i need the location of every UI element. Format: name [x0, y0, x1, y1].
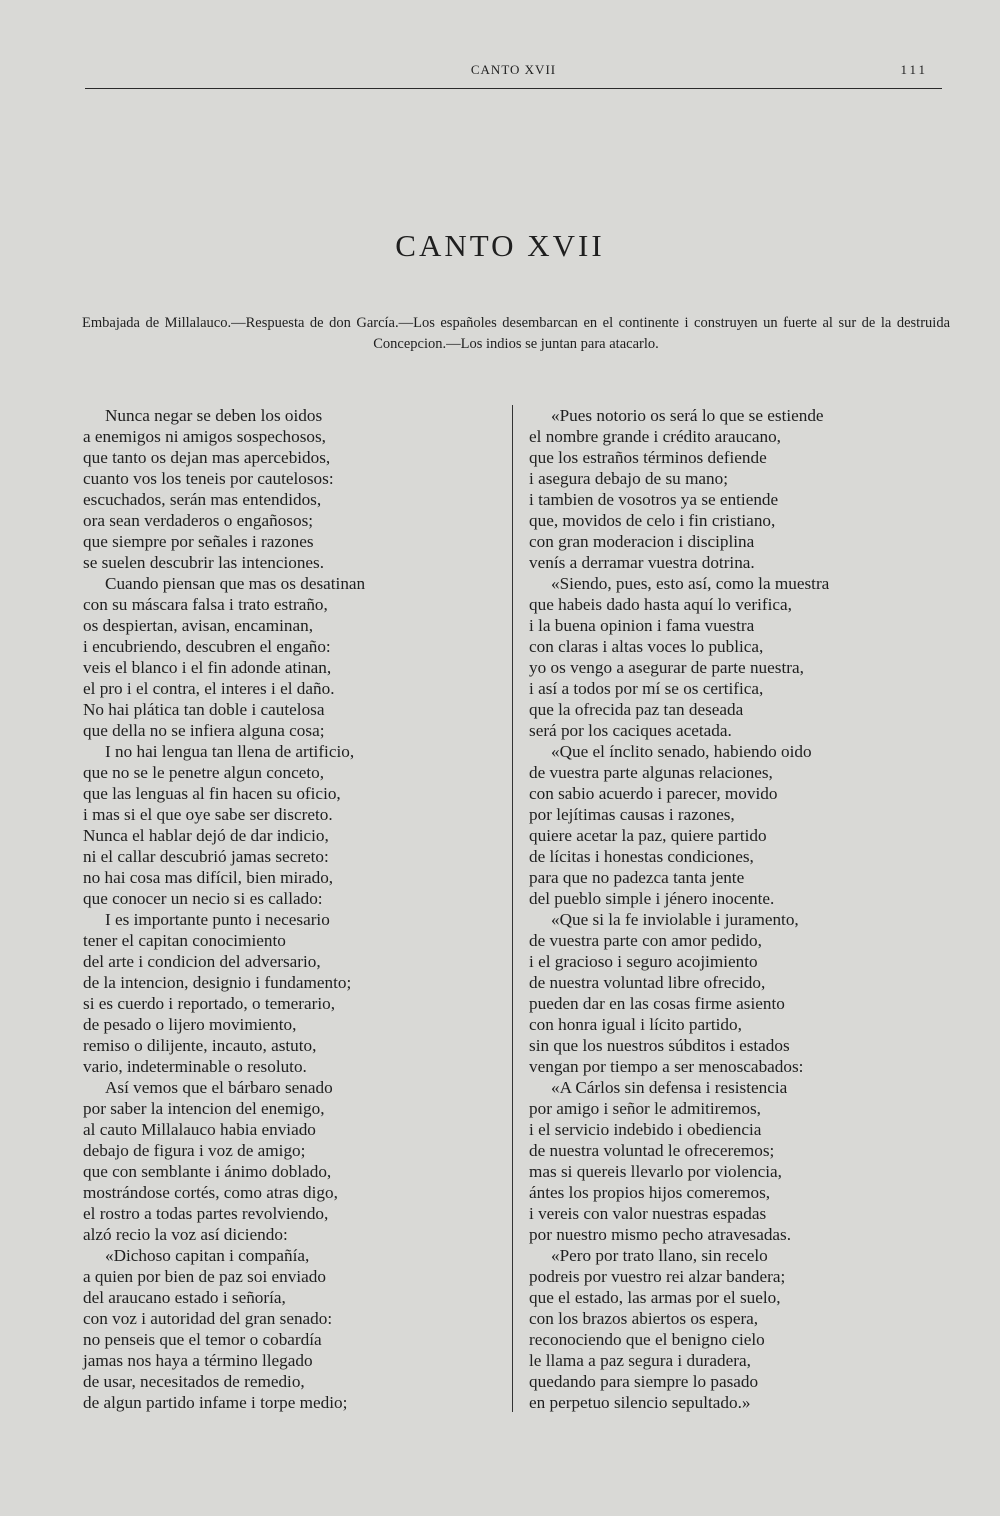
left-column	[83, 405, 493, 1413]
verse-line: que habeis dado hasta aquí lo verifica,	[529, 595, 792, 614]
verse-line: le llama a paz segura i duradera,	[529, 1351, 751, 1370]
verse-line: que conocer un necio si es callado:	[83, 889, 323, 908]
verse-line: pueden dar en las cosas firme asiento	[529, 994, 785, 1013]
verse-line: el rostro a todas partes revolviendo,	[83, 1204, 329, 1223]
verse-line: se suelen descubrir las intenciones.	[83, 553, 325, 572]
verse-line: con los brazos abiertos os espera,	[529, 1309, 759, 1328]
verse-line: remiso o dilijente, incauto, astuto,	[83, 1036, 317, 1055]
verse-line: que los estraños términos defiende	[529, 448, 767, 467]
verse-line: mostrándose cortés, como atras digo,	[83, 1183, 338, 1202]
verse-line: con claras i altas voces lo publica,	[529, 637, 764, 656]
verse-line: de vuestra parte algunas relaciones,	[529, 763, 773, 782]
verse-line: venís a derramar vuestra dotrina.	[529, 553, 755, 572]
verse-line: de usar, necesitados de remedio,	[83, 1372, 305, 1391]
verse-line: a enemigos ni amigos sospechosos,	[83, 427, 326, 446]
verse-line: «Pero por trato llano, sin recelo	[551, 1246, 768, 1265]
verse-line: «Siendo, pues, esto así, como la muestra	[551, 574, 830, 593]
verse-line: que siempre por señales i razones	[83, 532, 314, 551]
verse-line: que della no se infiera alguna cosa;	[83, 721, 325, 740]
verse-line: quedando para siempre lo pasado	[529, 1372, 759, 1391]
verse-line: i el gracioso i seguro acojimiento	[529, 952, 758, 971]
verse-line: de nuestra voluntad libre ofrecido,	[529, 973, 766, 992]
verse-line: No hai plática tan doble i cautelosa	[83, 700, 325, 719]
verse-line: ni el callar descubrió jamas secreto:	[83, 847, 329, 866]
verse-line: os despiertan, avisan, encaminan,	[83, 616, 314, 635]
verse-line: Cuando piensan que mas os desatinan	[105, 574, 366, 593]
verse-line: i encubriendo, descubren el engaño:	[83, 637, 331, 656]
verse-line: de algun partido infame i torpe medio;	[83, 1393, 348, 1412]
verse-line: ora sean verdaderos o engañosos;	[83, 511, 314, 530]
verse-line: que las lenguas al fin hacen su oficio,	[83, 784, 341, 803]
canto-argument: Embajada de Millalauco.—Respuesta de don García.—Los españoles desembarcan en el continente i construyen un fuerte al sur de la destruida Concepcion.—Los indios se juntan para atacarlo.	[82, 315, 950, 352]
canto-title: CANTO XVII	[395, 228, 605, 263]
verse-line: cuanto vos los teneis por cautelosos:	[83, 469, 334, 488]
verse-line: i tambien de vosotros ya se entiende	[529, 490, 779, 509]
right-column	[529, 405, 949, 1413]
verse-line: por amigo i señor le admitiremos,	[529, 1099, 761, 1118]
verse-line: podreis por vuestro rei alzar bandera;	[529, 1267, 786, 1286]
verse-line: por nuestro mismo pecho atravesadas.	[529, 1225, 792, 1244]
verse-line: I no hai lengua tan llena de artificio,	[105, 742, 355, 761]
verse-line: por saber la intencion del enemigo,	[83, 1099, 325, 1118]
verse-line: ántes los propios hijos comeremos,	[529, 1183, 771, 1202]
verse-line: «Que si la fe inviolable i juramento,	[551, 910, 799, 929]
verse-line: del pueblo simple i jénero inocente.	[529, 889, 775, 908]
verse-line: con gran moderacion i disciplina	[529, 532, 755, 551]
column-divider	[512, 405, 513, 1412]
verse-line: de nuestra voluntad le ofreceremos;	[529, 1141, 775, 1160]
verse-line: de lícitas i honestas condiciones,	[529, 847, 754, 866]
verse-line: que el estado, las armas por el suelo,	[529, 1288, 781, 1307]
verse-line: será por los caciques acetada.	[529, 721, 732, 740]
verse-line: para que no padezca tanta jente	[529, 868, 745, 887]
verse-line: i la buena opinion i fama vuestra	[529, 616, 755, 635]
verse-line: quiere acetar la paz, quiere partido	[529, 826, 767, 845]
verse-line: de pesado o lijero movimiento,	[83, 1015, 297, 1034]
verse-line: i así a todos por mí se os certifica,	[529, 679, 764, 698]
verse-line: alzó recio la voz así diciendo:	[83, 1225, 288, 1244]
verse-line: i el servicio indebido i obediencia	[529, 1120, 762, 1139]
verse-line: jamas nos haya a término llegado	[83, 1351, 313, 1370]
running-head	[85, 62, 942, 84]
verse-line: si es cuerdo i reportado, o temerario,	[83, 994, 335, 1013]
verse-line: i mas si el que oye sabe ser discreto.	[83, 805, 333, 824]
verse-line: Nunca el hablar dejó de dar indicio,	[83, 826, 329, 845]
verse-line: de la intencion, designio i fundamento;	[83, 973, 352, 992]
verse-line: que tanto os dejan mas apercebidos,	[83, 448, 331, 467]
verse-line: del arte i condicion del adversario,	[83, 952, 321, 971]
running-title: CANTO XVII	[470, 62, 557, 77]
verse-line: mas si quereis llevarlo por violencia,	[529, 1162, 782, 1181]
verse-line: a quien por bien de paz soi enviado	[83, 1267, 326, 1286]
verse-line: i asegura debajo de su mano;	[529, 469, 729, 488]
verse-line: veis el blanco i el fin adonde atinan,	[83, 658, 332, 677]
verse-line: por lejítimas causas i razones,	[529, 805, 735, 824]
verse-line: con su máscara falsa i trato estraño,	[83, 595, 328, 614]
verse-line: no hai cosa mas difícil, bien mirado,	[83, 868, 334, 887]
verse-line: Así vemos que el bárbaro senado	[105, 1078, 333, 1097]
verse-line: debajo de figura i voz de amigo;	[83, 1141, 306, 1160]
verse-line: yo os vengo a asegurar de parte nuestra,	[529, 658, 804, 677]
verse-line: de vuestra parte con amor pedido,	[529, 931, 762, 950]
verse-line: vengan por tiempo a ser menoscabados:	[529, 1057, 804, 1076]
verse-line: en perpetuo silencio sepultado.»	[529, 1393, 751, 1412]
verse-line: vario, indeterminable o resoluto.	[83, 1057, 307, 1076]
verse-line: del araucano estado i señoría,	[83, 1288, 286, 1307]
verse-line: que, movidos de celo i fin cristiano,	[529, 511, 776, 530]
verse-line: al cauto Millalauco habia enviado	[83, 1120, 316, 1139]
header-rule	[85, 88, 942, 89]
verse-line: escuchados, serán mas entendidos,	[83, 490, 322, 509]
verse-line: tener el capitan conocimiento	[83, 931, 286, 950]
verse-line: Nunca negar se deben los oidos	[105, 406, 323, 425]
verse-line: con sabio acuerdo i parecer, movido	[529, 784, 778, 803]
verse-line: con voz i autoridad del gran senado:	[83, 1309, 333, 1328]
verse-line: «Que el ínclito senado, habiendo oido	[551, 742, 812, 761]
verse-line: sin que los nuestros súbditos i estados	[529, 1036, 790, 1055]
verse-line: con honra igual i lícito partido,	[529, 1015, 742, 1034]
verse-line: el nombre grande i crédito araucano,	[529, 427, 781, 446]
verse-line: I es importante punto i necesario	[105, 910, 330, 929]
verse-line: que con semblante i ánimo doblado,	[83, 1162, 332, 1181]
verse-line: que no se le penetre algun conceto,	[83, 763, 325, 782]
verse-line: no penseis que el temor o cobardía	[83, 1330, 322, 1349]
verse-line: el pro i el contra, el interes i el daño.	[83, 679, 335, 698]
verse-line: i vereis con valor nuestras espadas	[529, 1204, 767, 1223]
verse-line: que la ofrecida paz tan deseada	[529, 700, 744, 719]
verse-line: reconociendo que el benigno cielo	[529, 1330, 765, 1349]
page-number: 111	[900, 62, 928, 77]
verse-line: «Pues notorio os será lo que se estiende	[551, 406, 824, 425]
verse-line: «Dichoso capitan i compañía,	[105, 1246, 310, 1265]
verse-line: «A Cárlos sin defensa i resistencia	[551, 1078, 788, 1097]
